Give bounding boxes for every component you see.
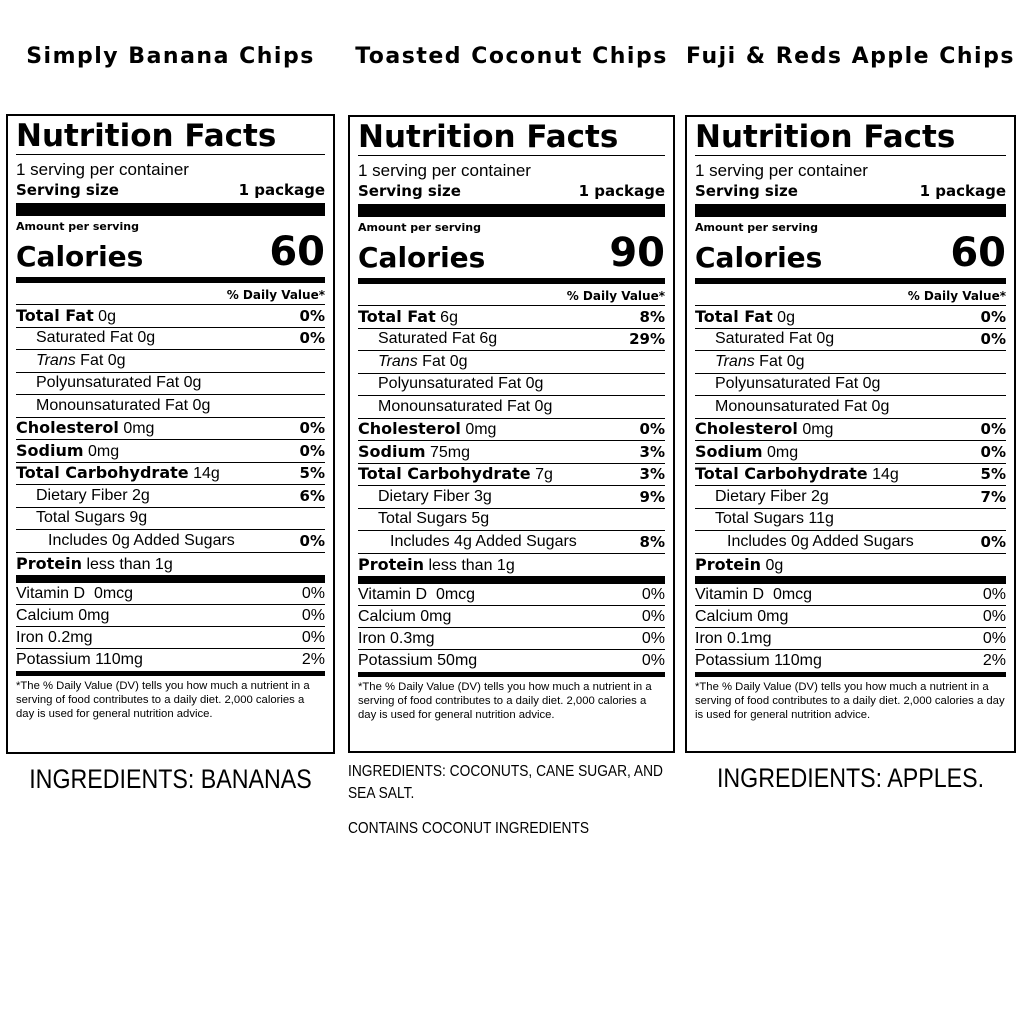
nutrient-row: [16, 328, 325, 351]
nutrient-name: [715, 398, 889, 416]
nutrient-name: [378, 510, 489, 528]
nutrient-row: [695, 419, 1006, 442]
divider-thick: [358, 576, 665, 584]
nutrient-heading: Total Carbohydrate: [358, 464, 531, 484]
divider-medium: [695, 278, 1006, 284]
nutrient-row: [358, 441, 665, 464]
nutrient-row: [695, 329, 1006, 352]
percent-daily-value: 0%: [299, 441, 325, 460]
percent-daily-value: 0%: [980, 307, 1006, 326]
nutrient-row: [16, 508, 325, 531]
vitamin-row: [695, 628, 1006, 650]
vitamin-name: Iron 0.3mg: [358, 629, 435, 647]
divider-thick: [16, 203, 325, 216]
nutrient-row: [358, 351, 665, 374]
nutrient-label: Total Sugars 5g: [378, 510, 490, 528]
nutrient-amount: 0g: [765, 556, 784, 574]
calories-value: 90: [609, 230, 665, 276]
nutrient-label: Fat 0g: [75, 351, 126, 369]
nutrient-name: [16, 418, 154, 438]
nutrient-row: [358, 509, 665, 532]
serving-size-row: [16, 180, 325, 200]
percent-daily-value: 0%: [299, 531, 325, 550]
vitamin-percent: 0%: [641, 629, 665, 647]
ingredients-block: [6, 762, 335, 796]
divider-thick: [358, 204, 665, 217]
nutrient-row: [16, 395, 325, 418]
nutrient-amount: 0g: [98, 307, 116, 325]
vitamin-percent: 0%: [641, 585, 665, 603]
calories-row: [695, 230, 1006, 276]
nutrition-facts-title: Nutrition Facts: [358, 120, 665, 156]
nutrient-name: [358, 419, 496, 439]
nutrient-list: [695, 306, 1006, 576]
nutrient-list: [358, 306, 665, 576]
percent-daily-value: 0%: [299, 329, 325, 348]
daily-value-footnote: *The % Daily Value (DV) tells you how much a nutrient in a serving of food contributes to a daily diet. 2,000 calories a day is used for general nutrition advice.: [16, 680, 310, 720]
percent-daily-value: 3%: [639, 442, 665, 461]
divider-medium: [358, 278, 665, 284]
vitamin-list: [16, 583, 325, 671]
nutrient-name: [727, 533, 914, 551]
nutrient-name: [36, 397, 210, 415]
nutrient-row: [358, 306, 665, 329]
vitamin-name: Calcium 0mg: [16, 606, 110, 624]
nutrient-amount: 0mg: [123, 420, 155, 438]
nutrient-heading: Protein: [358, 554, 424, 574]
servings-per-container: 1 serving per container: [16, 160, 189, 179]
nutrition-facts-label: [685, 115, 1016, 753]
nutrient-label: Saturated Fat 6g: [378, 330, 498, 348]
nutrient-label: Dietary Fiber 3g: [378, 487, 492, 505]
percent-daily-value: 0%: [639, 420, 665, 439]
serving-size-value: 1 package: [238, 181, 325, 199]
nutrient-label: Polyunsaturated Fat 0g: [378, 375, 544, 393]
nutrient-heading: Total Fat: [358, 306, 436, 326]
nutrient-row: [16, 440, 325, 463]
nutrient-row: [16, 530, 325, 553]
divider-medium: [16, 277, 325, 283]
vitamin-percent: 0%: [301, 584, 325, 602]
percent-daily-value: 8%: [639, 307, 665, 326]
percent-daily-value: 0%: [299, 306, 325, 325]
nutrient-heading: Cholesterol: [16, 418, 119, 438]
nutrient-heading: Sodium: [695, 441, 763, 461]
nutrient-name: [36, 374, 201, 392]
nutrient-name: [378, 488, 492, 506]
nutrient-row: [358, 531, 665, 554]
nutrient-heading: Sodium: [16, 440, 84, 460]
vitamin-percent: 0%: [301, 606, 325, 624]
nutrient-label: Total Sugars 9g: [36, 509, 148, 527]
nutrient-italic-prefix: Trans: [378, 352, 418, 370]
vitamin-name: Potassium 110mg: [695, 652, 822, 669]
product-column-banana: [6, 0, 335, 796]
nutrition-facts-label: [6, 114, 335, 754]
nutrient-amount: 0mg: [87, 442, 120, 460]
nutrient-label: Monounsaturated Fat 0g: [378, 397, 553, 415]
nutrient-amount: less than 1g: [428, 556, 515, 574]
percent-daily-value: 0%: [980, 442, 1006, 461]
vitamin-row: [358, 584, 665, 606]
nutrient-label: Dietary Fiber 2g: [36, 486, 150, 504]
daily-value-header: % Daily Value*: [16, 286, 325, 305]
vitamin-name: Potassium 50mg: [358, 652, 478, 669]
nutrient-name: [715, 488, 829, 506]
product-name: Simply Banana Chips: [26, 44, 315, 69]
nutrient-label: Fat 0g: [417, 352, 468, 370]
vitamin-row: [695, 650, 1006, 672]
nutrient-row: [695, 554, 1006, 577]
nutrient-row: [16, 373, 325, 396]
nutrient-label: Polyunsaturated Fat 0g: [36, 374, 202, 392]
nutrient-amount: 7g: [535, 466, 553, 484]
vitamin-percent: 0%: [301, 628, 325, 646]
nutrient-name: [358, 442, 470, 462]
nutrient-amount: 14g: [872, 466, 899, 484]
product-column-coconut: [348, 0, 675, 839]
percent-daily-value: 3%: [639, 465, 665, 484]
nutrient-name: [36, 487, 150, 505]
nutrient-heading: Total Carbohydrate: [16, 463, 189, 483]
percent-daily-value: 5%: [299, 464, 325, 483]
amount-per-serving: Amount per serving: [695, 221, 818, 234]
vitamin-row: [358, 628, 665, 650]
nutrient-name: [695, 464, 899, 484]
amount-per-serving: Amount per serving: [16, 220, 139, 233]
divider-medium: [695, 672, 1006, 677]
allergen-statement: CONTAINS COCONUT INGREDIENTS: [348, 820, 590, 837]
daily-value-header: % Daily Value*: [695, 287, 1006, 306]
vitamin-name: Calcium 0mg: [695, 607, 789, 625]
nutrient-name: [715, 330, 834, 348]
nutrition-facts-title: Nutrition Facts: [16, 119, 325, 155]
vitamin-percent: 0%: [982, 607, 1006, 625]
nutrient-row: [16, 553, 325, 576]
nutrient-label: Total Sugars 11g: [715, 510, 834, 528]
nutrient-name: [695, 555, 783, 575]
calories-row: [358, 230, 665, 276]
vitamin-row: [16, 583, 325, 605]
nutrient-amount: 75mg: [429, 443, 470, 461]
nutrient-label: Saturated Fat 0g: [36, 329, 156, 347]
nutrient-heading: Sodium: [358, 441, 426, 461]
calories-row: [16, 229, 325, 275]
ingredients-text: INGREDIENTS: APPLES.: [716, 763, 985, 793]
nutrient-amount: 14g: [193, 465, 220, 483]
nutrient-name: [390, 533, 577, 551]
vitamin-row: [358, 606, 665, 628]
nutrient-heading: Protein: [695, 554, 761, 574]
nutrient-row: [695, 464, 1006, 487]
nutrient-amount: less than 1g: [86, 555, 173, 573]
nutrient-row: [695, 441, 1006, 464]
nutrient-row: [695, 486, 1006, 509]
nutrient-name: [358, 307, 458, 327]
daily-value-header: % Daily Value*: [358, 287, 665, 306]
nutrient-name: [715, 353, 805, 371]
calories-label: Calories: [358, 241, 486, 274]
divider-thick: [695, 204, 1006, 217]
nutrient-name: [36, 352, 126, 370]
servings-per-container: 1 serving per container: [358, 161, 531, 180]
nutrient-name: [16, 463, 220, 483]
vitamin-name: Iron 0.1mg: [695, 629, 772, 647]
nutrient-row: [16, 485, 325, 508]
nutrient-name: [48, 532, 235, 550]
nutrient-row: [695, 374, 1006, 397]
nutrient-label: Dietary Fiber 2g: [715, 487, 829, 505]
calories-label: Calories: [16, 240, 144, 273]
nutrient-name: [695, 442, 798, 462]
nutrient-amount: 0mg: [802, 421, 834, 439]
nutrient-row: [695, 396, 1006, 419]
nutrient-italic-prefix: Trans: [715, 352, 755, 370]
nutrient-italic-prefix: Trans: [36, 351, 76, 369]
nutrient-name: [378, 330, 497, 348]
nutrient-name: [358, 464, 553, 484]
nutrient-amount: 0g: [777, 308, 795, 326]
nutrient-heading: Total Fat: [695, 306, 773, 326]
serving-size-row: [358, 181, 665, 201]
vitamin-row: [695, 584, 1006, 606]
nutrient-row: [358, 554, 665, 577]
nutrient-name: [378, 375, 543, 393]
percent-daily-value: 7%: [980, 487, 1006, 506]
vitamin-row: [16, 605, 325, 627]
nutrient-name: [378, 398, 552, 416]
vitamin-percent: 2%: [301, 651, 325, 668]
nutrient-label: Monounsaturated Fat 0g: [715, 397, 890, 415]
calories-value: 60: [950, 230, 1006, 276]
nutrient-name: [36, 509, 147, 527]
nutrient-heading: Total Carbohydrate: [695, 464, 868, 484]
nutrient-row: [16, 350, 325, 373]
nutrient-row: [358, 329, 665, 352]
nutrient-row: [358, 419, 665, 442]
percent-daily-value: 0%: [980, 330, 1006, 349]
product-column-apple: [685, 0, 1016, 795]
nutrient-name: [695, 419, 833, 439]
divider-medium: [16, 671, 325, 676]
nutrient-row: [695, 531, 1006, 554]
nutrient-amount: 6g: [440, 308, 458, 326]
divider-thick: [695, 576, 1006, 584]
vitamin-name: Vitamin D 0mcg: [16, 584, 134, 602]
ingredients-block: [348, 761, 675, 839]
nutrient-row: [695, 351, 1006, 374]
divider-medium: [358, 672, 665, 677]
serving-size-label: Serving size: [695, 182, 798, 200]
divider-thick: [16, 575, 325, 583]
daily-value-footnote: *The % Daily Value (DV) tells you how much a nutrient in a serving of food contributes to a daily diet. 2,000 calories a day is used for general nutrition advice.: [695, 681, 1005, 721]
nutrient-name: [358, 555, 515, 575]
product-name: Fuji & Reds Apple Chips: [686, 44, 1015, 69]
percent-daily-value: 9%: [639, 487, 665, 506]
nutrient-row: [16, 463, 325, 486]
nutrient-row: [695, 509, 1006, 532]
nutrition-facts-label: [348, 115, 675, 753]
nutrition-facts-title: Nutrition Facts: [695, 120, 1006, 156]
percent-daily-value: 8%: [639, 532, 665, 551]
percent-daily-value: 5%: [980, 465, 1006, 484]
serving-size-value: 1 package: [919, 182, 1006, 200]
nutrient-name: [16, 554, 173, 574]
nutrient-label: Monounsaturated Fat 0g: [36, 396, 211, 414]
vitamin-row: [695, 606, 1006, 628]
percent-daily-value: 0%: [980, 420, 1006, 439]
amount-per-serving: Amount per serving: [358, 221, 481, 234]
vitamin-name: Vitamin D 0mcg: [695, 585, 813, 603]
nutrient-label: Saturated Fat 0g: [715, 330, 835, 348]
ingredients-text: INGREDIENTS: BANANAS: [29, 764, 312, 794]
nutrient-heading: Cholesterol: [358, 419, 461, 439]
serving-size-label: Serving size: [16, 181, 119, 199]
vitamin-list: [695, 584, 1006, 672]
nutrient-name: [378, 353, 468, 371]
serving-size-row: [695, 181, 1006, 201]
vitamin-name: Calcium 0mg: [358, 607, 452, 625]
nutrient-list: [16, 305, 325, 575]
percent-daily-value: 6%: [299, 486, 325, 505]
nutrient-name: [715, 375, 880, 393]
vitamin-name: Potassium 110mg: [16, 651, 143, 668]
nutrient-label: Polyunsaturated Fat 0g: [715, 375, 881, 393]
nutrient-row: [16, 305, 325, 328]
nutrient-row: [695, 306, 1006, 329]
calories-value: 60: [269, 229, 325, 275]
nutrient-label: Fat 0g: [754, 352, 805, 370]
nutrient-label: Includes 0g Added Sugars: [727, 532, 914, 550]
calories-label: Calories: [695, 241, 823, 274]
percent-daily-value: 0%: [980, 532, 1006, 551]
vitamin-name: Iron 0.2mg: [16, 628, 93, 646]
nutrient-row: [358, 486, 665, 509]
nutrient-heading: Cholesterol: [695, 419, 798, 439]
percent-daily-value: 0%: [299, 419, 325, 438]
nutrient-heading: Total Fat: [16, 305, 94, 325]
nutrient-name: [36, 329, 155, 347]
vitamin-percent: 0%: [982, 629, 1006, 647]
nutrient-row: [358, 464, 665, 487]
product-name: Toasted Coconut Chips: [355, 44, 668, 69]
nutrient-label: Includes 4g Added Sugars: [390, 532, 577, 550]
percent-daily-value: 29%: [629, 330, 665, 349]
nutrient-name: [715, 510, 834, 528]
vitamin-row: [16, 627, 325, 649]
nutrient-name: [695, 307, 795, 327]
ingredients-text: INGREDIENTS: COCONUTS, CANE SUGAR, AND SEA SALT.: [348, 763, 663, 802]
daily-value-footnote: *The % Daily Value (DV) tells you how much a nutrient in a serving of food contributes to a daily diet. 2,000 calories a day is used for general nutrition advice.: [358, 681, 652, 721]
vitamin-row: [358, 650, 665, 672]
ingredients-block: [685, 761, 1016, 795]
serving-size-value: 1 package: [578, 182, 665, 200]
vitamin-percent: 0%: [641, 652, 665, 669]
vitamin-percent: 0%: [982, 585, 1006, 603]
nutrient-row: [358, 396, 665, 419]
vitamin-list: [358, 584, 665, 672]
nutrient-heading: Protein: [16, 553, 82, 573]
serving-size-label: Serving size: [358, 182, 461, 200]
vitamin-row: [16, 649, 325, 671]
nutrient-row: [358, 374, 665, 397]
nutrient-row: [16, 418, 325, 441]
nutrient-name: [16, 441, 119, 461]
nutrient-label: Includes 0g Added Sugars: [48, 531, 235, 549]
nutrient-name: [16, 306, 116, 326]
vitamin-percent: 0%: [641, 607, 665, 625]
vitamin-name: Vitamin D 0mcg: [358, 585, 476, 603]
nutrient-amount: 0mg: [766, 443, 799, 461]
nutrient-amount: 0mg: [465, 421, 497, 439]
servings-per-container: 1 serving per container: [695, 161, 868, 180]
vitamin-percent: 2%: [982, 652, 1006, 669]
